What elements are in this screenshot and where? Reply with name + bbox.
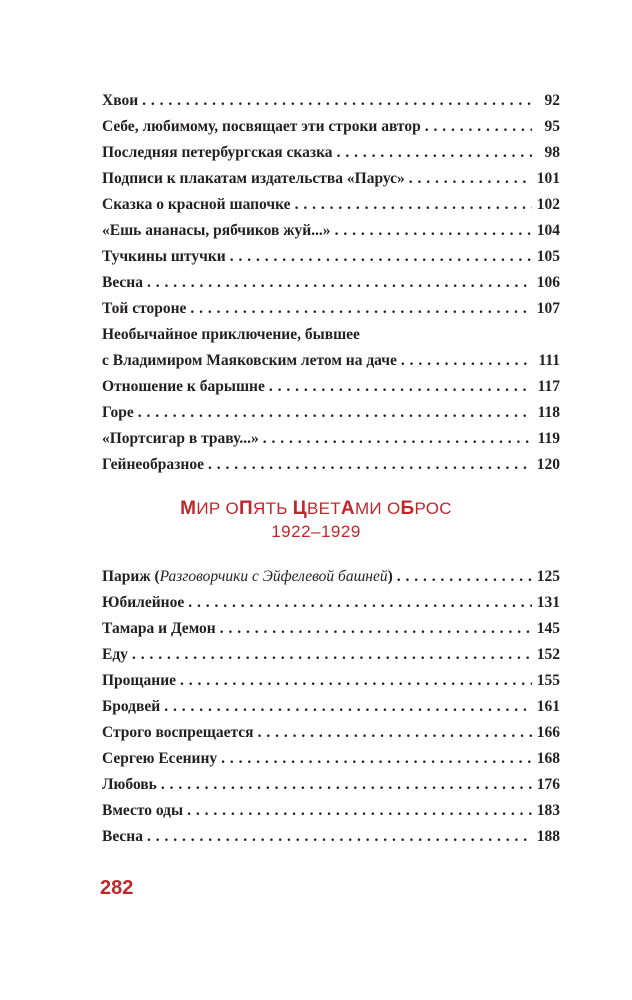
toc-entry-page: 161 (536, 698, 560, 715)
section-years: 1922–1929 (271, 522, 361, 541)
leader-dots (269, 374, 532, 400)
leader-dots (164, 694, 532, 720)
toc-entry-line2 (102, 348, 560, 374)
toc-entry-title: Сергею Есенину (102, 750, 218, 767)
leader-dots (190, 296, 532, 322)
leader-dots (258, 720, 532, 746)
toc-entry-title: «Ешь ананасы, рябчиков жуй...» (102, 222, 331, 239)
toc-entry-page: 183 (536, 802, 560, 819)
toc-entry[interactable] (102, 166, 560, 192)
toc-entry-page: 95 (544, 118, 560, 135)
toc-entry[interactable] (102, 426, 560, 452)
toc-entry-title: Отношение к барышне (102, 378, 265, 395)
toc-entry-title: Сказка о красной шапочке (102, 196, 291, 213)
leader-dots (161, 772, 532, 798)
toc-entry-page: 111 (538, 352, 560, 369)
toc-entry-title: «Портсигар в траву...» (102, 430, 259, 447)
toc-entry[interactable] (102, 374, 560, 400)
toc-entry-page: 118 (537, 404, 560, 421)
toc-entry[interactable] (102, 642, 560, 668)
toc-entry-page: 131 (536, 594, 560, 611)
section-title-part: П (239, 498, 253, 519)
toc-entry[interactable] (102, 88, 560, 114)
toc-entry-page: 98 (544, 144, 560, 161)
toc-entry-title: Гейнеобразное (102, 456, 204, 473)
toc-entry-page: 102 (536, 196, 560, 213)
toc-entry-title: с Владимиром Маяковским летом на даче (102, 352, 397, 369)
toc-entry-title: Горе (102, 404, 134, 421)
toc-entry[interactable] (102, 746, 560, 772)
section-title-part: ВЕТ (306, 499, 341, 518)
leader-dots (221, 746, 532, 772)
toc-entry[interactable] (102, 824, 560, 850)
toc-entry[interactable] (102, 590, 560, 616)
toc-entry-page: 125 (536, 568, 560, 585)
toc-entry[interactable] (102, 114, 560, 140)
toc-entry[interactable] (102, 720, 560, 746)
toc-entry[interactable] (102, 218, 560, 244)
leader-dots (147, 270, 532, 296)
toc-entry-title: Себе, любимому, посвящает эти строки автор (102, 118, 421, 135)
toc-entry[interactable] (102, 452, 560, 478)
leader-dots (142, 88, 532, 114)
section-title-part: М (180, 498, 197, 519)
toc-entry-page: 168 (536, 750, 560, 767)
toc-entry-title: Последняя петербургская сказка (102, 144, 333, 161)
toc-entry-title: Строго воспрещается (102, 724, 254, 741)
leader-dots (397, 564, 532, 590)
leader-dots (425, 114, 532, 140)
toc-entry-page: 105 (536, 248, 560, 265)
toc-entry-page: 166 (536, 724, 560, 741)
section-title-part: ЯТЬ (253, 499, 293, 518)
toc-entry[interactable] (102, 798, 560, 824)
toc-entry-title: Любовь (102, 776, 157, 793)
toc-entry-page: 92 (544, 92, 560, 109)
leader-dots (188, 590, 532, 616)
toc-entry[interactable] (102, 192, 560, 218)
toc-entry-page: 104 (536, 222, 560, 239)
leader-dots (132, 642, 532, 668)
toc-entry-title: Хвои (102, 92, 139, 109)
leader-dots (230, 244, 532, 270)
toc-entry[interactable] (102, 400, 560, 426)
toc-entry[interactable] (102, 668, 560, 694)
toc-entry-title: Бродвей (102, 698, 161, 715)
toc-entry-page: 119 (537, 430, 560, 447)
toc-entry-title: Еду (102, 646, 128, 663)
toc-entry-page: 188 (536, 828, 560, 845)
toc-entry-page: 107 (536, 300, 560, 317)
section-title-part: Б (400, 498, 415, 519)
toc-entry-page: 152 (536, 646, 560, 663)
toc-entry-page: 117 (537, 378, 560, 395)
toc-entry[interactable] (102, 244, 560, 270)
toc-entry-title: Тучкины штучки (102, 248, 226, 265)
toc-entry-subtitle: Разговорчики с Эйфелевой башней (159, 568, 388, 585)
toc-entry-page: 176 (536, 776, 560, 793)
toc-entry[interactable] (102, 296, 560, 322)
toc-entry-title: Весна (102, 274, 143, 291)
toc-entry-page: 145 (536, 620, 560, 637)
toc-entry-page: 101 (536, 170, 560, 187)
leader-dots (409, 166, 532, 192)
toc-entry-title: Тамара и Демон (102, 620, 216, 637)
toc-entry-page: 120 (536, 456, 560, 473)
toc-entry-title-main: Париж (102, 568, 151, 585)
toc-entry[interactable] (102, 140, 560, 166)
toc-entry[interactable] (102, 564, 560, 590)
toc-list-part2 (102, 564, 560, 850)
toc-entry-title: Подписи к плакатам издательства «Парус» (102, 170, 405, 187)
section-title-part: А (340, 498, 355, 519)
toc-entry[interactable] (102, 322, 560, 374)
toc-entry-title: Той стороне (102, 300, 187, 317)
leader-dots (147, 824, 532, 850)
toc-entry[interactable] (102, 270, 560, 296)
section-title-part: МИ О (354, 499, 401, 518)
toc-entry-title-line1: Необычайное приключение, бывшее (102, 326, 360, 343)
leader-dots (263, 426, 532, 452)
toc-entry-title: Париж (Разговорчики с Эйфелевой башней) (102, 568, 393, 585)
toc-entry-title: Юбилейное (102, 594, 185, 611)
toc-list-part1 (102, 88, 560, 478)
toc-entry-page: 106 (536, 274, 560, 291)
toc-entry[interactable] (102, 694, 560, 720)
section-title (0, 498, 632, 520)
toc-entry-title: Прощание (102, 672, 177, 689)
section-title-part: ИР О (196, 499, 240, 518)
toc-entry-page: 155 (536, 672, 560, 689)
leader-dots (187, 798, 532, 824)
leader-dots (401, 348, 532, 374)
toc-entry-title: Весна (102, 828, 143, 845)
leader-dots (295, 192, 532, 218)
leader-dots (138, 400, 532, 426)
page-number: 282 (100, 877, 134, 899)
leader-dots (337, 140, 532, 166)
leader-dots (208, 452, 532, 478)
leader-dots (180, 668, 532, 694)
section-title-part: Ц (292, 498, 307, 519)
toc-entry-title: Вместо оды (102, 802, 184, 819)
toc-entry[interactable] (102, 772, 560, 798)
leader-dots (220, 616, 532, 642)
toc-entry[interactable] (102, 616, 560, 642)
leader-dots (335, 218, 532, 244)
section-title-part: РОС (414, 499, 452, 518)
